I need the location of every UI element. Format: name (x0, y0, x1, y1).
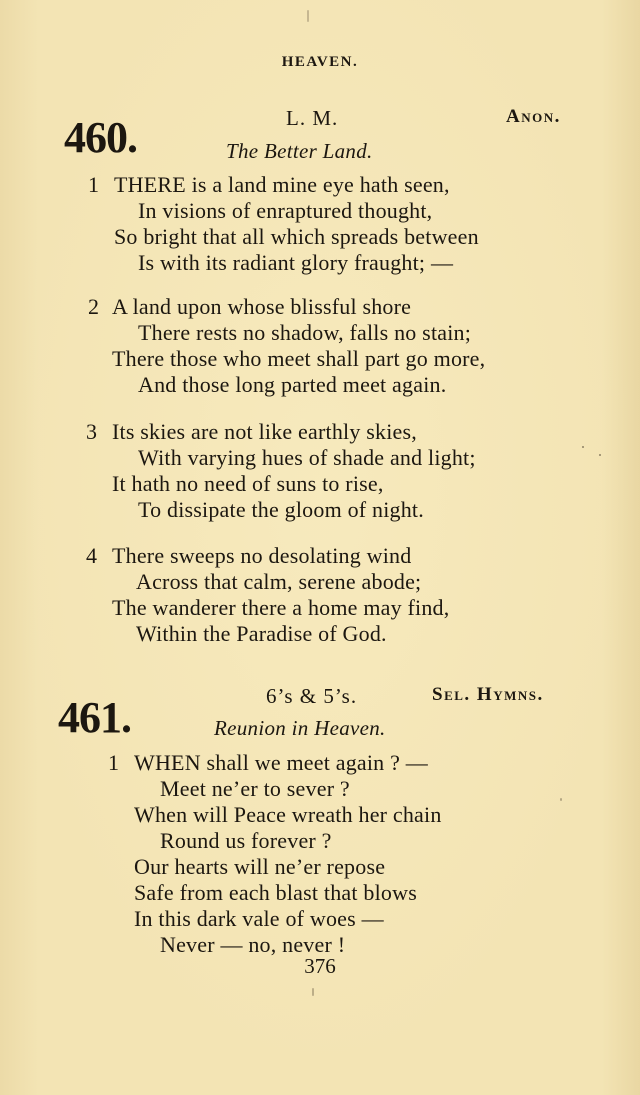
verse-line: Meet ne’er to sever ? (160, 776, 350, 801)
print-speck (307, 10, 309, 22)
print-speck (582, 446, 584, 448)
hymn-title: The Better Land. (226, 139, 373, 163)
verse-line: Round us forever ? (160, 828, 332, 853)
verse-line: Across that calm, serene abode; (136, 569, 422, 594)
verse-line: WHEN shall we meet again ? — (134, 750, 428, 775)
verse-number: 2 (88, 294, 100, 319)
verse-number: 3 (86, 419, 98, 444)
verse-line: So bright that all which spreads between (114, 224, 479, 249)
verse-line: And those long parted meet again. (138, 372, 447, 397)
verse-line: Is with its radiant glory fraught; — (138, 250, 454, 275)
hymn-author: Anon. (506, 106, 561, 127)
running-head: HEAVEN. (281, 54, 359, 70)
verse-line: In visions of enraptured thought, (138, 198, 433, 223)
hymn-number: 461. (58, 693, 131, 742)
print-speck (312, 988, 314, 996)
verse-line: To dissipate the gloom of night. (138, 497, 424, 522)
verse-line: There sweeps no desolating wind (112, 543, 412, 568)
print-speck (560, 798, 562, 801)
page-number: 376 (304, 954, 336, 978)
verse-number: 1 (88, 172, 100, 197)
verse-line: There rests no shadow, falls no stain; (138, 320, 472, 345)
hymn-title: Reunion in Heaven. (214, 716, 386, 740)
verse-line: Never — no, never ! (160, 932, 346, 957)
verse-line: THERE is a land mine eye hath seen, (114, 172, 450, 197)
verse-line: In this dark vale of woes — (134, 906, 384, 931)
verse-number: 4 (86, 543, 98, 568)
print-speck (599, 454, 601, 456)
verse-line: There those who meet shall part go more, (112, 346, 486, 371)
hymn-number: 460. (64, 113, 137, 162)
verse-line: The wanderer there a home may find, (112, 595, 450, 620)
verse-line: Safe from each blast that blows (134, 880, 417, 905)
verse-line: It hath no need of suns to rise, (112, 471, 384, 496)
verse-line: Within the Paradise of God. (136, 621, 387, 646)
hymn-meter: 6’s & 5’s. (266, 684, 358, 708)
verse-line: A land upon whose blissful shore (112, 294, 412, 319)
verse-line: Our hearts will ne’er repose (134, 854, 386, 879)
verse-line: Its skies are not like earthly skies, (112, 419, 417, 444)
hymn-meter: L. M. (286, 106, 339, 130)
hymn-author: Sel. Hymns. (432, 684, 544, 705)
verse-line: With varying hues of shade and light; (138, 445, 476, 470)
verse-number: 1 (108, 750, 120, 775)
verse-line: When will Peace wreath her chain (134, 802, 442, 827)
